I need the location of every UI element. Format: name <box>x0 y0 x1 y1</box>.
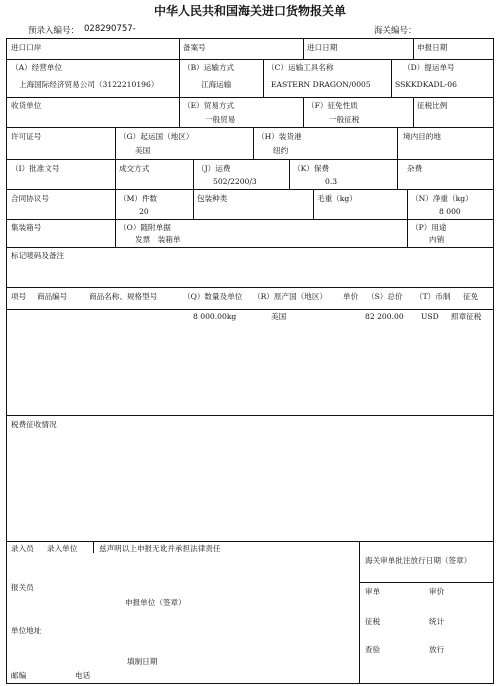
origin-country-value: 美国 <box>135 146 151 155</box>
license-number-label: 许可证号 <box>11 132 42 141</box>
approval-number-label: （I）批准文号 <box>11 164 60 173</box>
vehicle-name-label: （C）运输工具名称 <box>267 63 334 72</box>
goods-header-unit-price: 单价 <box>343 292 359 301</box>
deal-mode-label: 成交方式 <box>119 164 150 173</box>
goods-row-quantity: 8 000.00kg <box>193 312 237 321</box>
vehicle-name-value: EASTERN DRAGON/0005 <box>271 80 371 89</box>
declaration-form <box>6 38 494 684</box>
usage-label: （P）用途 <box>411 223 447 232</box>
inspection-label: 查验 <box>365 645 381 654</box>
goods-header-quantity: （Q）数量及单位 <box>183 292 243 301</box>
tax-ratio-label: 征税比例 <box>417 101 448 110</box>
fill-date-label: 填制日期 <box>127 657 158 666</box>
domestic-destination-label: 境内目的地 <box>403 132 441 141</box>
goods-header-item-no: 项号 <box>11 292 27 301</box>
declare-unit-label: 申报单位（签章） <box>125 598 186 607</box>
freight-value: 502/2200/3 <box>213 177 257 186</box>
transport-mode-label: （B）运输方式 <box>183 63 235 72</box>
documents-value: 发票 装箱单 <box>135 235 181 244</box>
goods-header-total: （S）总价 <box>367 292 403 301</box>
preentry-number: 028290757- <box>84 24 136 34</box>
declarant-label: 报关员 <box>11 583 34 592</box>
declare-date-label: 申报日期 <box>417 43 448 52</box>
tax-nature-value: 一般征税 <box>329 115 360 124</box>
postcode-label: 邮编 <box>11 671 27 680</box>
levy-label: 征税 <box>365 617 381 626</box>
goods-row-total: 82 200.00 <box>365 312 404 321</box>
operator-value: 上海国际经济贸易公司（3122210196） <box>19 80 159 89</box>
package-type-label: 包装种类 <box>197 194 228 203</box>
insurance-value: 0.3 <box>325 177 338 186</box>
declaration-statement: 兹声明以上申报无讹并承担法律责任 <box>99 544 221 553</box>
tax-section-label: 税费征收情况 <box>11 420 57 429</box>
goods-header-name: 商品名称、规格型号 <box>89 292 158 301</box>
goods-row-origin: 美国 <box>271 312 287 321</box>
trade-mode-label: （E）贸易方式 <box>183 101 235 110</box>
review-label: 审单 <box>365 587 381 596</box>
customs-approval-label: 海关审单批注放行日期（签章） <box>365 556 472 565</box>
customs-number-label: 海关编号： <box>374 26 417 36</box>
goods-row-tax-mode: 照章征税 <box>451 312 482 321</box>
import-port-label: 进口口岸 <box>11 43 42 52</box>
record-number-label: 备案号 <box>183 43 206 52</box>
goods-header-tax-mode: 征免 <box>463 292 479 301</box>
price-review-label: 审价 <box>429 587 445 596</box>
receiver-label: 收货单位 <box>11 101 42 110</box>
unit-address-label: 单位地址 <box>11 626 42 635</box>
trade-mode-value: 一般贸易 <box>205 115 236 124</box>
contract-number-label: 合同协议号 <box>11 194 49 203</box>
goods-header-currency: （T）币制 <box>415 292 451 301</box>
loading-port-value: 纽约 <box>273 146 289 155</box>
entry-unit-label: 录入单位 <box>47 544 78 553</box>
net-weight-value: 8 000 <box>439 207 461 216</box>
goods-header-code: 商品编号 <box>37 292 68 301</box>
gross-weight-label: 毛重（kg） <box>317 194 357 203</box>
release-label: 放行 <box>429 645 445 654</box>
transport-mode-value: 江海运输 <box>201 80 232 89</box>
import-date-label: 进口日期 <box>307 43 338 52</box>
tax-nature-label: （F）征免性质 <box>307 101 358 110</box>
bill-number-value: SSKKDKADL-06 <box>395 80 457 89</box>
net-weight-label: （N）净重（kg） <box>411 194 473 203</box>
freight-label: （J）运费 <box>197 164 231 173</box>
phone-label: 电话 <box>75 671 91 680</box>
goods-row-currency: USD <box>421 312 439 321</box>
statistics-label: 统计 <box>429 617 445 626</box>
goods-header-origin: （R）原产国（地区） <box>253 292 328 301</box>
preentry-label: 预录入编号： <box>28 26 80 36</box>
misc-fee-label: 杂费 <box>407 164 423 173</box>
operator-label: （A）经营单位 <box>11 63 63 72</box>
loading-port-label: （H）装货港 <box>257 132 302 141</box>
form-title: 中华人民共和国海关进口货物报关单 <box>153 4 346 18</box>
container-number-label: 集装箱号 <box>11 223 42 232</box>
origin-country-label: （G）起运国（地区） <box>119 132 194 141</box>
bill-number-label: （D）提运单号 <box>403 63 455 72</box>
insurance-label: （K）保费 <box>293 164 330 173</box>
documents-label: （O）随附单据 <box>119 223 171 232</box>
packages-value: 20 <box>139 207 149 216</box>
entry-clerk-label: 录入员 <box>11 544 34 553</box>
packages-label: （M）件数 <box>119 194 158 203</box>
marks-label: 标记唛码及备注 <box>11 251 65 260</box>
usage-value: 内销 <box>429 235 445 244</box>
